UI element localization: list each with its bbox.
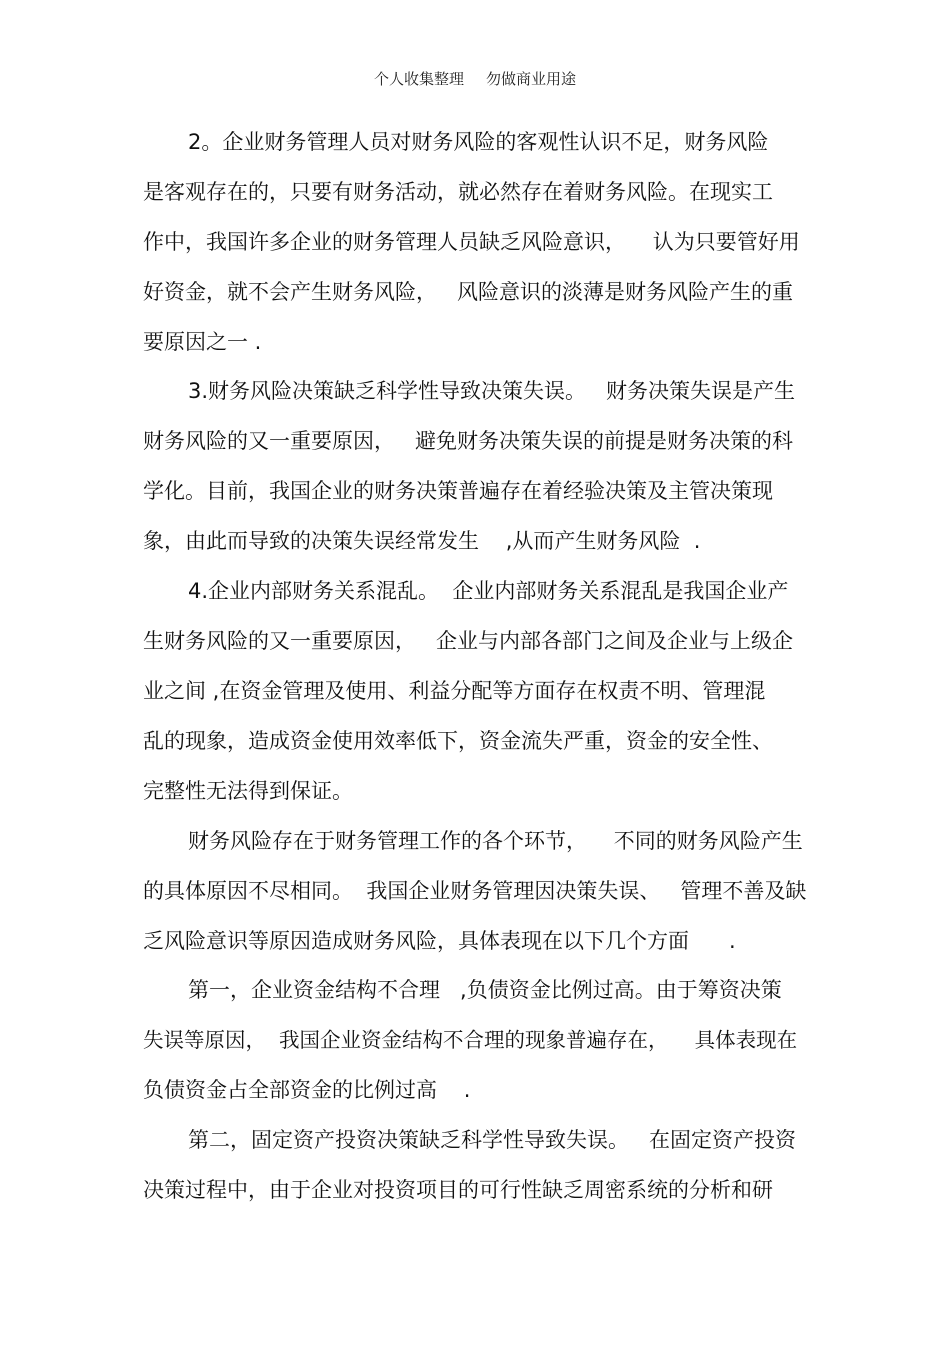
paragraph-line: 是客观存在的，只要有财务活动，就必然存在着财务风险。在现实工: [143, 180, 773, 204]
paragraph-line: 生财务风险的又一重要原因， 企业与内部各部门之间及企业与上级企: [143, 629, 794, 653]
paragraph-line: 4.企业内部财务关系混乱。 企业内部财务关系混乱是我国企业产: [188, 579, 789, 603]
paragraph-line: 业之间 ,在资金管理及使用、利益分配等方面存在权责不明、管理混: [143, 679, 766, 703]
paragraph-line: 学化。目前，我国企业的财务决策普遍存在着经验决策及主管决策现: [143, 479, 773, 503]
paragraph-line: 第二，固定资产投资决策缺乏科学性导致失误。 在固定资产投资: [188, 1128, 797, 1152]
paragraph-line: 作中，我国许多企业的财务管理人员缺乏风险意识， 认为只要管好用: [143, 230, 800, 254]
paragraph-line: 财务风险的又一重要原因， 避免财务决策失误的前提是财务决策的科: [143, 429, 794, 453]
paragraph-line: 好资金，就不会产生财务风险， 风险意识的淡薄是财务风险产生的重: [143, 280, 794, 304]
paragraph-line: 财务风险存在于财务管理工作的各个环节， 不同的财务风险产生: [188, 829, 803, 853]
paragraph-line: 3.财务风险决策缺乏科学性导致决策失误。 财务决策失误是产生: [188, 379, 796, 403]
paragraph-line: 负债资金占全部资金的比例过高 .: [143, 1078, 471, 1102]
paragraph-line: 失误等原因， 我国企业资金结构不合理的现象普遍存在， 具体表现在: [143, 1028, 798, 1052]
header-right-text: 勿做商业用途: [486, 70, 577, 88]
page-header: [0, 68, 950, 89]
paragraph-line: 的具体原因不尽相同。 我国企业财务管理因决策失误、 管理不善及缺: [143, 879, 807, 903]
paragraph-line: 决策过程中，由于企业对投资项目的可行性缺乏周密系统的分析和研: [143, 1178, 773, 1202]
paragraph-line: 完整性无法得到保证。: [143, 779, 353, 803]
paragraph-line: 乏风险意识等原因造成财务风险，具体表现在以下几个方面 .: [143, 929, 736, 953]
header-left-text: 个人收集整理: [373, 70, 464, 88]
paragraph-line: 第一，企业资金结构不合理 ,负债资金比例过高。由于筹资决策: [188, 978, 782, 1002]
paragraph-line: 2。企业财务管理人员对财务风险的客观性认识不足，财务风险: [188, 130, 769, 154]
paragraph-line: 要原因之一 .: [143, 330, 262, 354]
paragraph-line: 乱的现象，造成资金使用效率低下，资金流失严重，资金的安全性、: [143, 729, 773, 753]
paragraph-line: 象，由此而导致的决策失误经常发生 ,从而产生财务风险 .: [143, 529, 701, 553]
